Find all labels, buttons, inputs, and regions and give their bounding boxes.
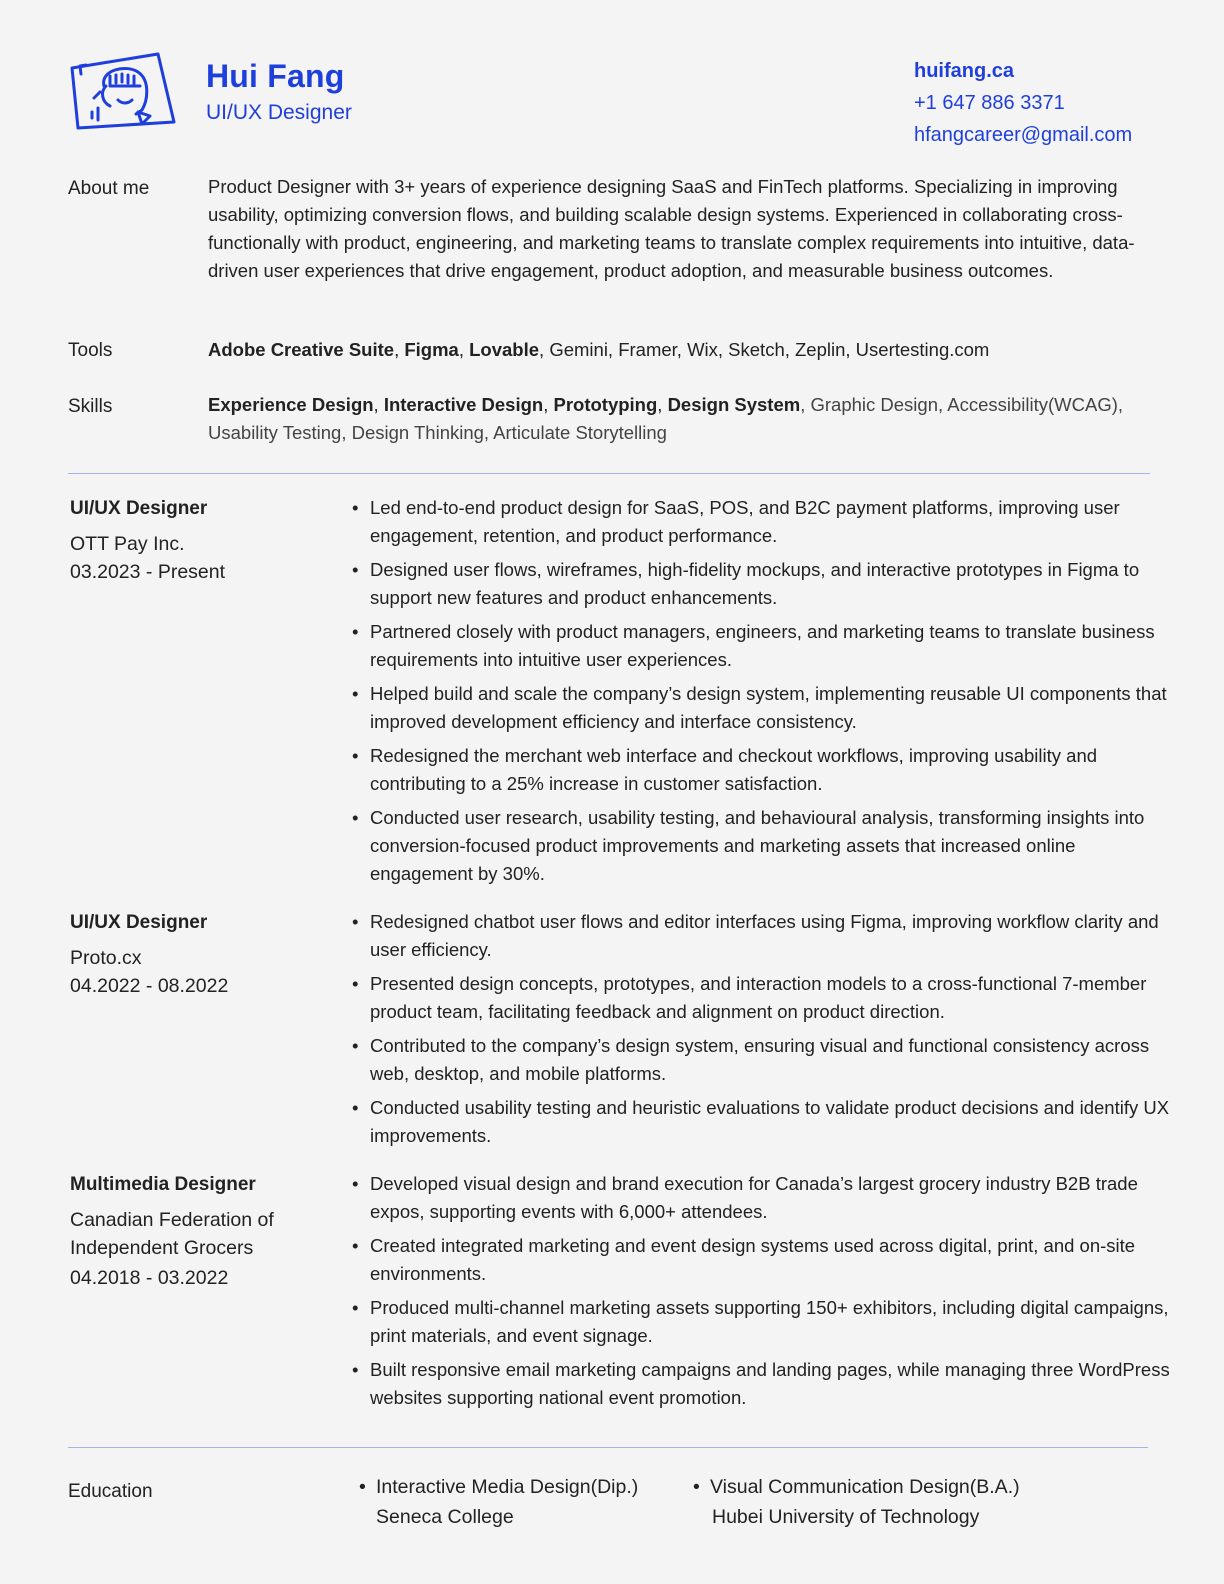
list-item: • Helped build and scale the company’s design system, implementing reusable UI components that improved development efficiency and interface consistency. (370, 680, 1170, 736)
phone-link[interactable]: +1 647 886 3371 (914, 92, 1065, 114)
skills-text (208, 391, 1168, 447)
skill-bold-1: Experience Design (208, 394, 374, 415)
job-dates: 03.2023 - Present (70, 561, 226, 583)
section-divider (68, 1447, 1148, 1448)
education-school: Hubei University of Technology (712, 1506, 980, 1528)
tools-rest: , Gemini, Framer, Wix, Sketch, Zeplin, Usertesting.com (539, 339, 990, 360)
candidate-role: UI/UX Designer (206, 101, 352, 124)
list-item: • Redesigned chatbot user flows and editor interfaces using Figma, improving workflow clarity and user efficiency. (370, 908, 1170, 964)
skills-label: Skills (68, 396, 113, 417)
education-degree: • Interactive Media Design(Dip.) (376, 1476, 639, 1498)
education-item (376, 1472, 638, 1532)
candidate-name: Hui Fang (206, 58, 345, 94)
about-text: Product Designer with 3+ years of experience designing SaaS and FinTech platforms. Specializing in improving usability, optimizing conversion flows, and building scalable design systems. Experienced in collaborating cross-functionally with product, engineering, and marketing teams to translate complex requirements into intuitive, data-driven user experiences that drive engagement, product adoption, and measurable business outcomes. (208, 176, 1135, 281)
job-bullets (352, 1170, 1170, 1418)
job-company: OTT Pay Inc. (70, 533, 185, 555)
list-item: • Partnered closely with product managers, engineers, and marketing teams to translate business requirements into intuitive user experiences. (370, 618, 1170, 674)
list-item: • Created integrated marketing and event design systems used across digital, print, and on-site environments. (370, 1232, 1170, 1288)
section-divider (68, 473, 1150, 474)
job-meta (70, 498, 330, 586)
list-item: • Contributed to the company’s design system, ensuring visual and functional consistency across web, desktop, and mobile platforms. (370, 1032, 1170, 1088)
list-item: • Conducted user research, usability testing, and behavioural analysis, transforming insights into conversion-focused product improvements and marketing assets that increased online engagement by 30%. (370, 804, 1170, 888)
list-item: • Conducted usability testing and heuristic evaluations to validate product decisions and identify UX improvements. (370, 1094, 1170, 1150)
skills-sep: , (373, 394, 384, 415)
skill-bold-3: Prototyping (553, 394, 658, 415)
tools-sep-1: , (394, 339, 405, 360)
email-link[interactable]: hfangcareer@gmail.com (914, 124, 1133, 146)
list-item: • Redesigned the merchant web interface and checkout workflows, improving usability and contributing to a 25% increase in customer satisfaction. (370, 742, 1170, 798)
list-item: • Designed user flows, wireframes, high-fidelity mockups, and interactive prototypes in Figma to support new features and product enhancements. (370, 556, 1170, 612)
tools-text (208, 336, 1168, 364)
list-item: • Led end-to-end product design for SaaS, POS, and B2C payment platforms, improving user engagement, retention, and product performance. (370, 494, 1170, 550)
job-dates: 04.2018 - 03.2022 (70, 1267, 229, 1289)
job-meta (70, 1174, 330, 1292)
tools-label: Tools (68, 340, 113, 361)
education-school: Seneca College (376, 1506, 514, 1528)
website-link[interactable]: huifang.ca (914, 60, 1015, 82)
job-title: Multimedia Designer (70, 1174, 256, 1195)
job-company: Canadian Federation of (70, 1209, 274, 1231)
skills-sep: , (543, 394, 554, 415)
list-item: • Presented design concepts, prototypes, and interaction models to a cross-functional 7-member product team, facilitating feedback and alignment on product direction. (370, 970, 1170, 1026)
tool-bold-2: Figma (404, 339, 459, 360)
education-label: Education (68, 1481, 153, 1502)
list-item: • Developed visual design and brand execution for Canada’s largest grocery industry B2B trade expos, supporting events with 6,000+ attendees. (370, 1170, 1170, 1226)
about-label: About me (68, 178, 150, 199)
list-item: • Built responsive email marketing campaigns and landing pages, while managing three WordPress websites supporting national event promotion. (370, 1356, 1170, 1412)
job-bullets (352, 494, 1170, 894)
job-company: Proto.cx (70, 947, 142, 969)
job-title: UI/UX Designer (70, 912, 208, 933)
skill-bold-4: Design System (667, 394, 801, 415)
job-meta (70, 912, 330, 1000)
contact-block (914, 55, 1204, 151)
skills-sep: , (657, 394, 668, 415)
job-dates: 04.2022 - 08.2022 (70, 975, 229, 997)
skill-bold-2: Interactive Design (383, 394, 544, 415)
list-item: • Produced multi-channel marketing assets supporting 150+ exhibitors, including digital campaigns, print materials, and event signage. (370, 1294, 1170, 1350)
education-item (710, 1472, 1020, 1532)
job-bullets (352, 908, 1170, 1156)
tool-bold-3: Lovable (469, 339, 540, 360)
tools-sep-2: , (458, 339, 470, 360)
education-degree: • Visual Communication Design(B.A.) (710, 1476, 1020, 1498)
job-title: UI/UX Designer (70, 498, 208, 519)
job-company-line-2: Independent Grocers (70, 1237, 254, 1259)
tool-bold-1: Adobe Creative Suite (208, 339, 395, 360)
avatar-logo-icon (70, 52, 176, 130)
skills-rest: , Graphic Design, Accessibility(WCAG), Usability Testing, Design Thinking, Articulate Storytelling (208, 394, 1124, 443)
